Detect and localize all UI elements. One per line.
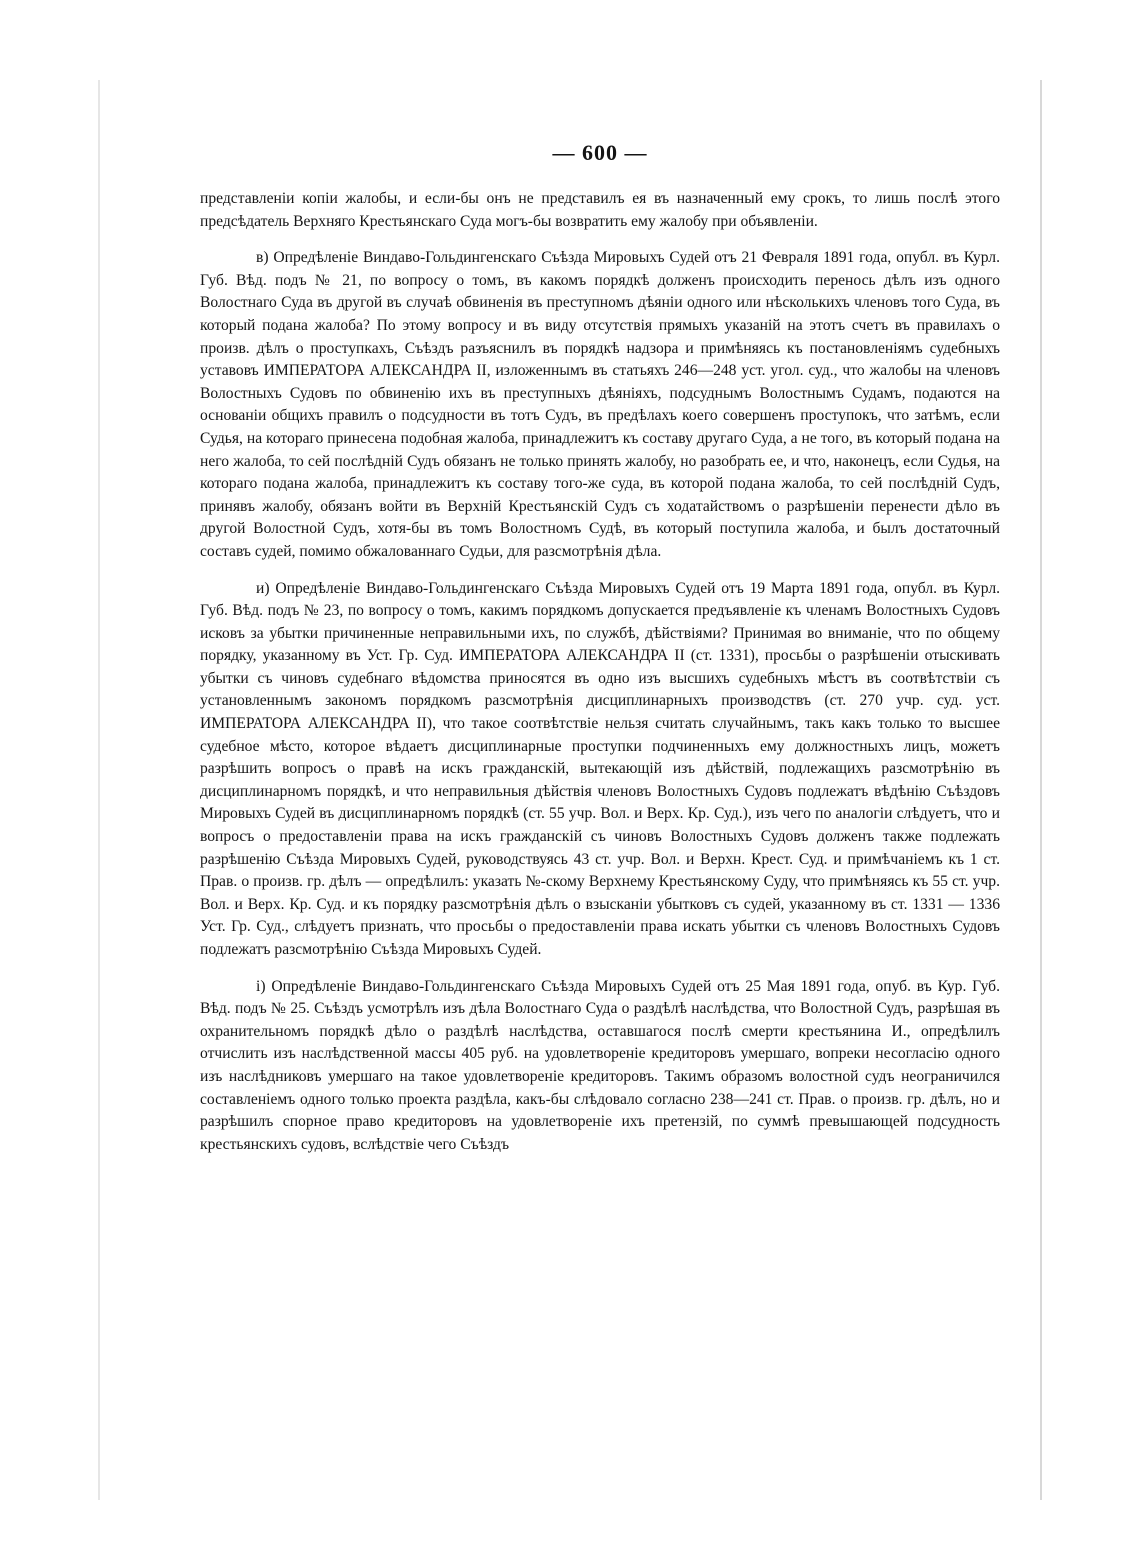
paragraph-i: и) Опредѣленіе Виндаво-Гольдингенскаго Съѣзда Мировыхъ Судей отъ 19 Марта 1891 года, опубл. въ Курл. Губ. Вѣд. подъ № 23, по вопросу о томъ, какимъ порядкомъ допускается предъявленіе къ членамъ Волостныхъ Судовъ исковъ за убытки причиненные неправильными ихъ, по службѣ, дѣйствіями? Принимая во вниманіе, что по общему порядку, указанному въ Уст. Гр. Суд. ИМПЕРАТОРА АЛЕКСАНДРА II (ст. 1331), просьбы о разрѣшеніи отыскивать убытки съ чиновъ судебнаго вѣдомства приносятся въ одно изъ высшихъ судебныхъ мѣстъ въ соотвѣтствіи съ установленнымъ закономъ порядкомъ разсмотрѣнія дисциплинарныхъ производствъ (ст. 270 учр. суд. уст. ИМПЕРАТОРА АЛЕКСАНДРА II), что такое соотвѣтствіе нельзя считать случайнымъ, такъ какъ только то высшее судебное мѣсто, которое вѣдаетъ дисциплинарные проступки подчиненныхъ ему должностныхъ лицъ, можетъ разрѣшить вопросъ о правѣ на искъ гражданскій, вытекающій изъ дѣйствій, подлежащихъ разсмотрѣнію въ дисциплинарномъ порядкѣ, и что неправильныя дѣйствія членовъ Волостныхъ Судовъ подлежатъ вѣдѣнію Съѣздовъ Мировыхъ Судей въ дисциплинарномъ порядкѣ (ст. 55 учр. Вол. и Верх. Кр. Суд.), изъ чего по аналогіи слѣдуетъ, что и вопросъ о предоставленіи права на искъ гражданскій съ чиновъ Волостныхъ Судовъ долженъ также подлежать разрѣшенію Съѣзда Мировыхъ Судей, руководствуясь 43 ст. учр. Вол. и Верхн. Крест. Суд. и примѣчаніемъ къ 1 ст. Прав. о произв. гр. дѣлъ — опредѣлилъ: указать №-скому Верхнему Крестьянскому Суду, что примѣняясь къ 55 ст. учр. Вол. и Верх. Кр. Суд. и къ порядку разсмотрѣнія дѣлъ о взысканіи убытковъ съ судей, указанному въ ст. 1331 — 1336 Уст. Гр. Суд., слѣдуетъ признать, что просьбы о предоставленіи права искать убытки съ членовъ Волостныхъ Судовъ подлежатъ разсмотрѣнію Съѣзда Мировыхъ Судей. [200, 579, 1000, 958]
scan-edge-left [98, 80, 100, 1500]
paragraph-v: в) Опредѣленіе Виндаво-Гольдингенскаго Съѣзда Мировыхъ Судей отъ 21 Февраля 1891 года, опубл. въ Курл. Губ. Вѣд. подъ № 21, по вопросу о томъ, въ какомъ порядкѣ долженъ происходить перенось дѣлъ изъ одного Волостнаго Суда въ другой въ случаѣ обвиненія въ преступномъ дѣяніи одного или нѣсколькихъ членовъ того Суда, въ который подана жалоба? По этому вопросу и въ виду отсутствія прямыхъ указаній на этотъ счетъ въ правилахъ о произв. дѣлъ о проступкахъ, Съѣздъ разъяснилъ въ порядкѣ надзора и примѣняясь къ постановленіямъ судебныхъ уставовъ ИМПЕРАТОРА АЛЕКСАНДРА II, изложеннымъ въ статьяхъ 246—248 уст. угол. суд., что жалобы на членовъ Волостныхъ Судовъ по обвиненію ихъ въ преступныхъ дѣяніяхъ, подсуднымъ Волостнымъ Судамъ, подаются на основаніи общихъ правилъ о подсудности въ тотъ Судъ, въ предѣлахъ коего совершенъ проступокъ, что затѣмъ, если Судья, на котораго принесена подобная жалоба, принадлежитъ къ составу другаго Суда, а не того, въ который подана на него жалоба, то сей послѣдній Судъ обязанъ не только принять жалобу, но разобрать ее, и что, наконецъ, если Судья, на котораго подана жалоба, принадлежитъ къ составу того-же суда, въ которой подана жалоба, то сей послѣдній Судъ, принявъ жалобу, обязанъ войти въ Верхній Крестьянскій Судъ съ ходатайствомъ о разрѣшеніи перенести дѣло въ другой Волостной Судъ, хотя-бы въ томъ Волостномъ Судѣ, въ который поступила жалоба, и былъ достаточный составъ судей, помимо обжалованнаго Судьи, для разсмотрѣнія дѣла. [200, 249, 1000, 560]
paragraph-continuation: представленіи копіи жалобы, и если-бы онъ не представилъ ея въ назначенный ему срокъ, то лишь послѣ этого предсѣдатель Верхняго Крестьянскаго Суда могъ-бы возвратить ему жалобу при объявленіи. [200, 190, 1000, 230]
page-number: — 600 — [552, 140, 648, 165]
document-page [200, 140, 1000, 1170]
paragraph-i-dot: і) Опредѣленіе Виндаво-Гольдингенскаго Съѣзда Мировыхъ Судей отъ 25 Мая 1891 года, опуб. въ Кур. Губ. Вѣд. подъ № 25. Съѣздъ усмотрѣлъ изъ дѣла Волостнаго Суда о раздѣлѣ наслѣдства, что Волостной Судъ, разрѣшая въ охранительномъ порядкѣ дѣло о раздѣлѣ наслѣдства, оставшагося послѣ смерти крестьянина И., опредѣлилъ отчислить изъ наслѣдственной массы 405 руб. на удовлетвореніе кредиторовъ умершаго, вопреки несогласію одного изъ наслѣдниковъ умершаго на такое удовлетвореніе кредиторовъ. Такимъ образомъ волостной судъ неограничился составленіемъ одного только проекта раздѣла, какъ-бы слѣдовало согласно 238—241 ст. Прав. о произв. гр. дѣлъ, но и разрѣшилъ спорное право кредиторовъ на удовлетвореніе ихъ претензій, по суммѣ превышающей подсудность крестьянскихъ судовъ, вслѣдствіе чего Съѣздъ [200, 977, 1000, 1153]
scan-edge-right [1040, 80, 1042, 1500]
